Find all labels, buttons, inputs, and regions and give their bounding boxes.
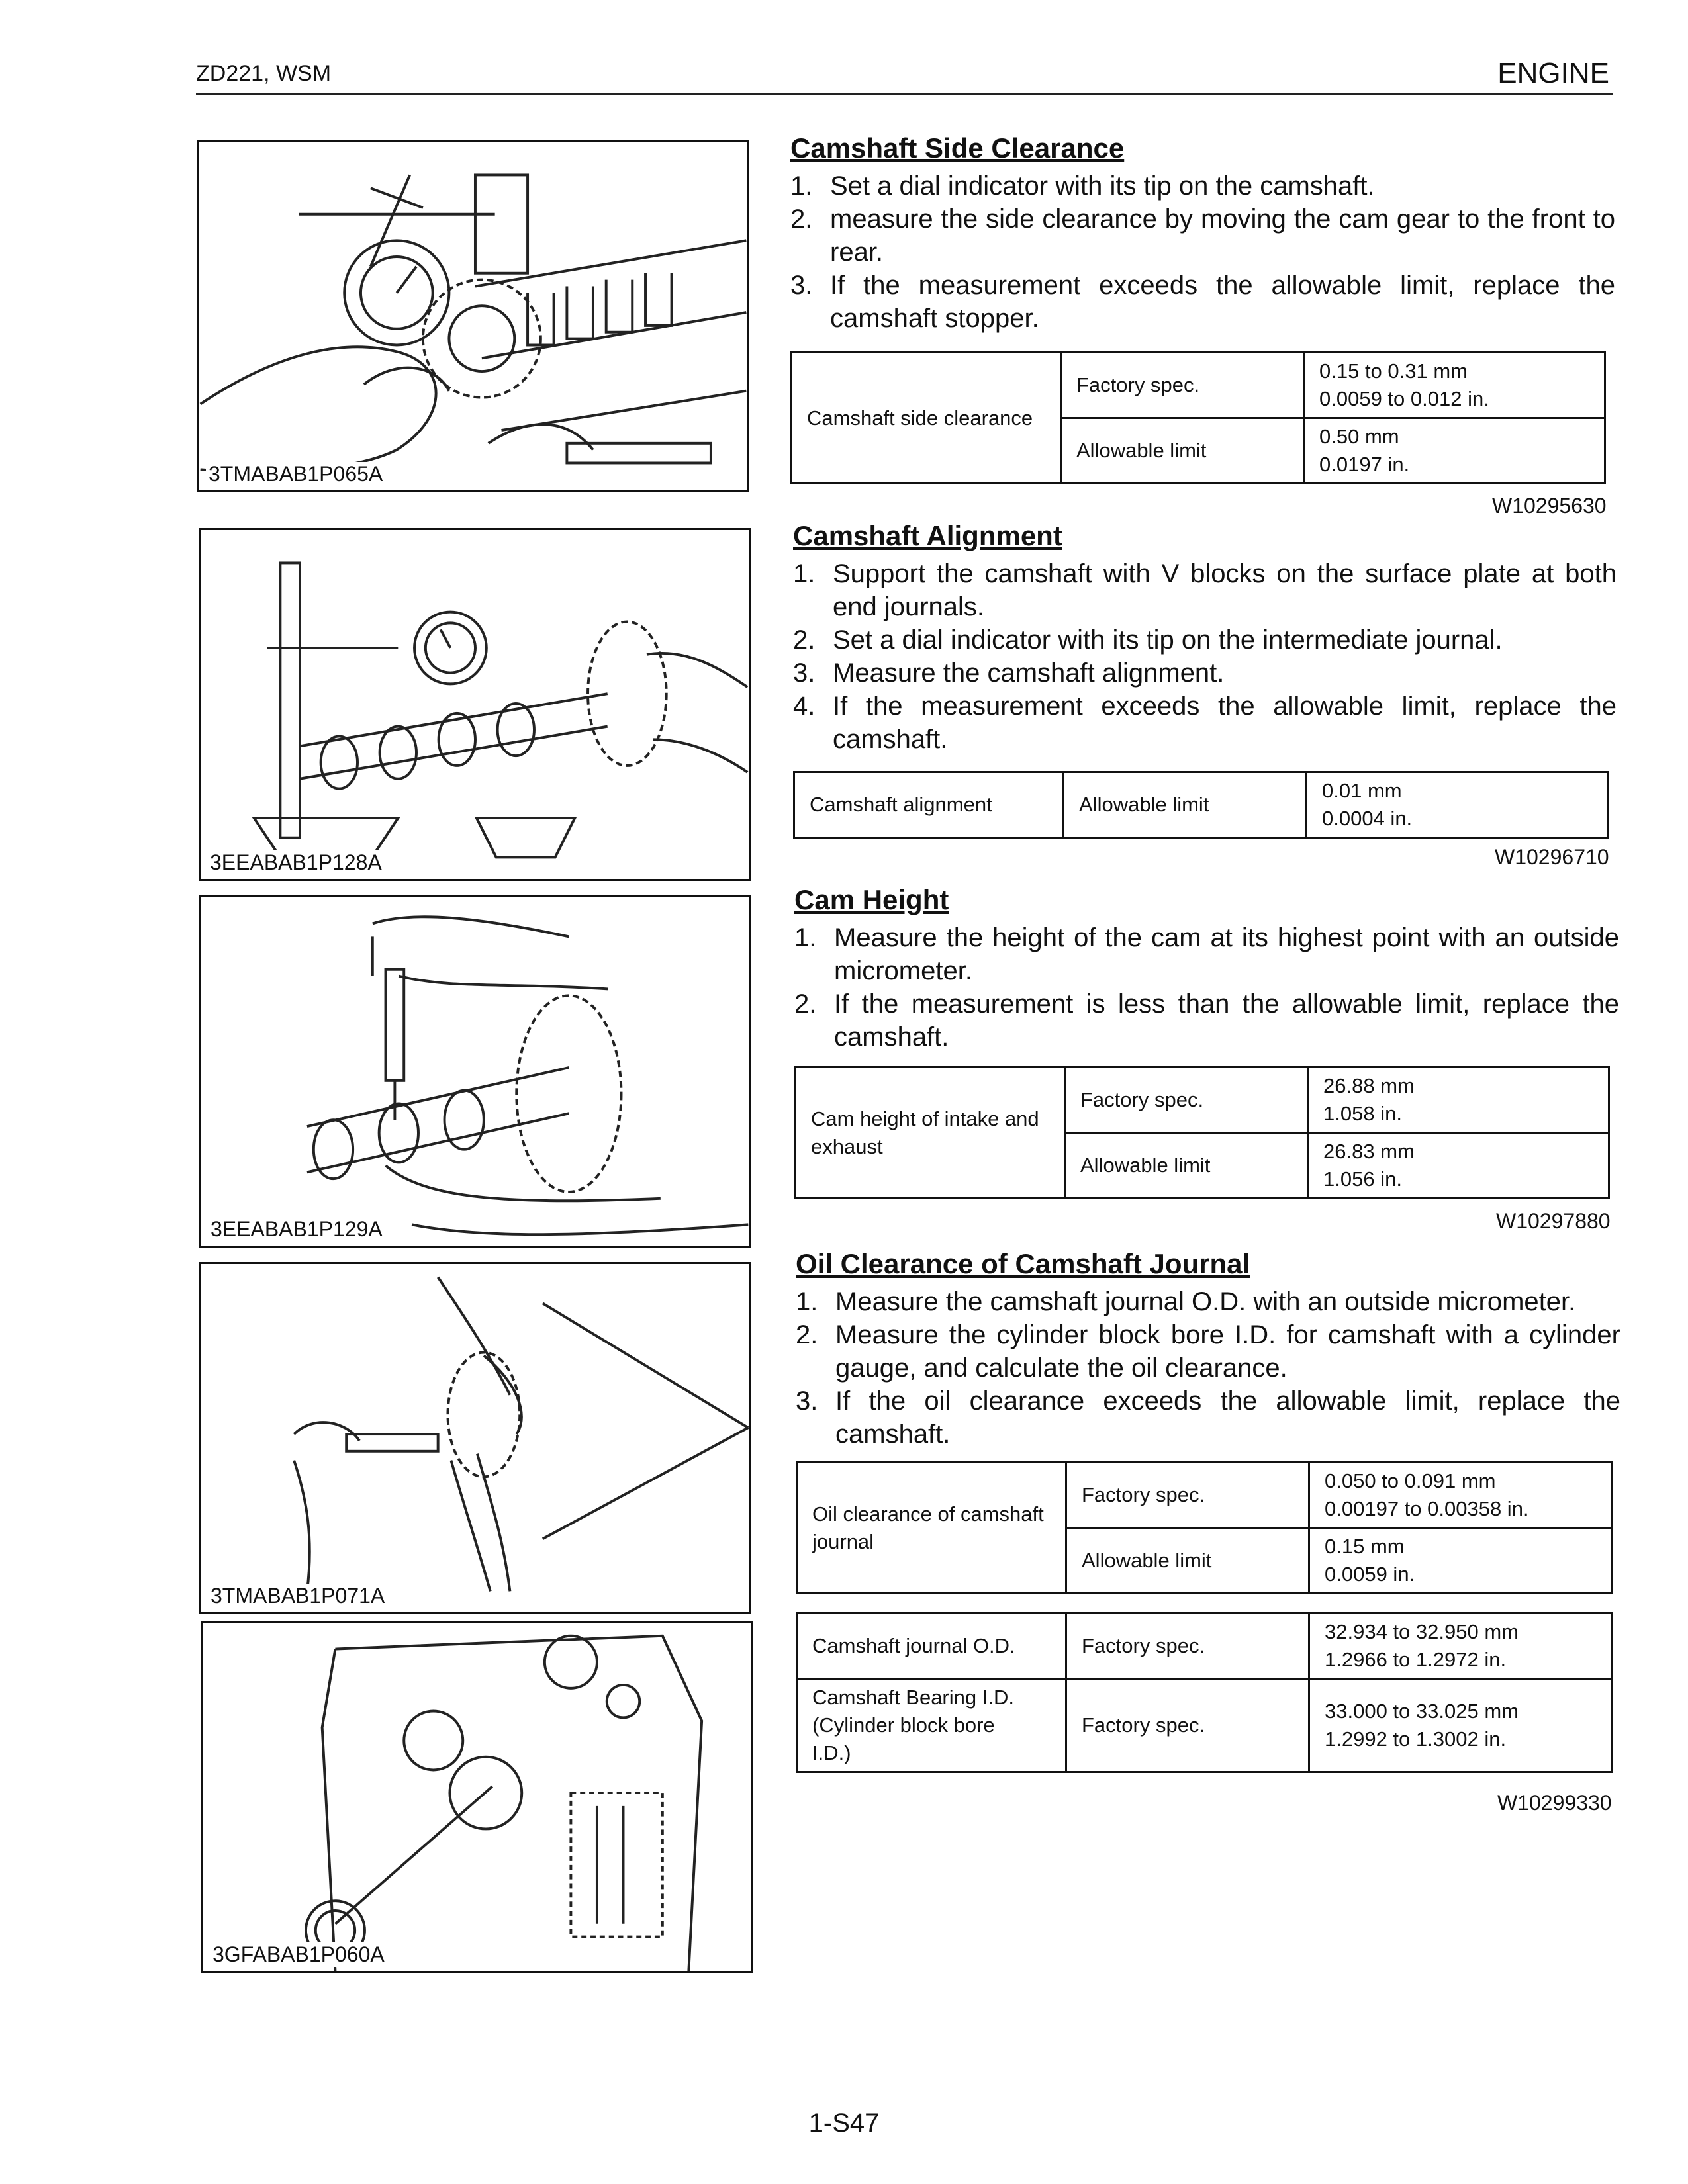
section-code: W10297880 — [1496, 1209, 1611, 1233]
list-item: 3. If the oil clearance exceeds the allowable limit, replace the camshaft. — [796, 1387, 1620, 1449]
figure-caption: 3GFABAB1P060A — [210, 1942, 387, 1967]
section-title: Cam Height — [794, 884, 949, 915]
list-item: 4. If the measurement exceeds the allowable limit, replace the camshaft. — [793, 692, 1617, 754]
table-cell-label: Allowable limit — [1064, 772, 1307, 838]
list-item: 3. Measure the camshaft alignment. — [793, 659, 1225, 688]
table-cell-label: Allowable limit — [1065, 1133, 1308, 1199]
table-cell-label: Allowable limit — [1066, 1528, 1309, 1594]
table-cell-label: Factory spec. — [1066, 1679, 1309, 1772]
table-cell-item: Camshaft side clearance — [792, 353, 1061, 484]
table-cell-label: Factory spec. — [1065, 1068, 1308, 1133]
table-cell-item: Camshaft Bearing I.D. (Cylinder block bore I.D.) — [797, 1679, 1066, 1772]
table-cell-value: 32.934 to 32.950 mm 1.2966 to 1.2972 in. — [1309, 1614, 1612, 1679]
spec-table-side-clearance — [790, 351, 1606, 484]
spec-table-oil-clearance — [796, 1461, 1613, 1594]
list-item: 2. If the measurement is less than the allowable limit, replace the camshaft. — [794, 989, 1619, 1052]
list-item: 2. Set a dial indicator with its tip on the intermediate journal. — [793, 625, 1503, 655]
figure-cam-height — [199, 895, 751, 1248]
list-item: 1. Measure the camshaft journal O.D. with an outside micrometer. — [796, 1287, 1576, 1316]
table-cell-value: 0.01 mm 0.0004 in. — [1307, 772, 1608, 838]
dial-indicator-illustration — [199, 142, 747, 490]
table-cell-value: 33.000 to 33.025 mm 1.2992 to 1.3002 in. — [1309, 1679, 1612, 1772]
table-cell-value: 26.83 mm 1.056 in. — [1308, 1133, 1609, 1199]
figure-caption: 3TMABAB1P065A — [206, 462, 385, 486]
section-title: Camshaft Side Clearance — [790, 132, 1125, 163]
table-cell-item: Oil clearance of camshaft journal — [797, 1463, 1066, 1594]
list-item: 3. If the measurement exceeds the allowable limit, replace the camshaft stopper. — [790, 271, 1615, 333]
figure-caption: 3TMABAB1P071A — [208, 1584, 387, 1608]
figure-caption: 3EEABAB1P129A — [208, 1217, 385, 1242]
section-cam-height — [794, 884, 1619, 1054]
figure-camshaft-side-clearance — [197, 140, 749, 492]
table-cell-value: 0.15 to 0.31 mm 0.0059 to 0.012 in. — [1304, 353, 1605, 418]
list-item: 1. Set a dial indicator with its tip on the camshaft. — [790, 171, 1375, 201]
step-list — [790, 169, 1615, 335]
table-cell-value: 26.88 mm 1.058 in. — [1308, 1068, 1609, 1133]
header-section-title: ENGINE — [1497, 57, 1609, 89]
step-list — [796, 1285, 1620, 1451]
list-item: 2. measure the side clearance by moving the cam gear to the front to rear. — [790, 205, 1615, 267]
section-code: W10299330 — [1497, 1791, 1612, 1815]
list-item: 1. Measure the height of the cam at its highest point with an outside micrometer. — [794, 923, 1619, 985]
table-cell-label: Allowable limit — [1061, 418, 1304, 484]
list-item: 1. Support the camshaft with V blocks on the surface plate at both end journals. — [793, 559, 1617, 621]
header-rule — [196, 93, 1613, 95]
table-cell-item: Cam height of intake and exhaust — [796, 1068, 1065, 1199]
table-cell-label: Factory spec. — [1061, 353, 1304, 418]
figure-camshaft-alignment — [199, 528, 751, 881]
table-cell-value: 0.050 to 0.091 mm 0.00197 to 0.00358 in. — [1309, 1463, 1612, 1528]
cam-micrometer-illustration — [201, 897, 749, 1246]
section-title: Oil Clearance of Camshaft Journal — [796, 1248, 1250, 1279]
spec-table-journal-bore — [796, 1612, 1613, 1773]
section-camshaft-side-clearance — [790, 132, 1615, 335]
list-item: 2. Measure the cylinder block bore I.D. for camshaft with a cylinder gauge, and calculate the oil clearance. — [796, 1320, 1620, 1383]
section-oil-clearance — [796, 1248, 1620, 1451]
table-cell-value: 0.15 mm 0.0059 in. — [1309, 1528, 1612, 1594]
section-code: W10295630 — [1492, 494, 1607, 518]
camshaft-v-block-illustration — [201, 530, 749, 879]
figure-camshaft-journal — [199, 1262, 751, 1614]
step-list — [793, 557, 1617, 756]
header-doc-id: ZD221, WSM — [196, 61, 332, 86]
cylinder-gauge-illustration — [203, 1623, 751, 1971]
figure-cylinder-block-bore — [201, 1621, 753, 1973]
section-title: Camshaft Alignment — [793, 520, 1062, 551]
figure-caption: 3EEABAB1P128A — [207, 850, 385, 875]
table-cell-item: Camshaft journal O.D. — [797, 1614, 1066, 1679]
table-cell-value: 0.50 mm 0.0197 in. — [1304, 418, 1605, 484]
section-camshaft-alignment — [793, 520, 1617, 756]
journal-micrometer-illustration — [201, 1264, 749, 1612]
table-cell-item: Camshaft alignment — [794, 772, 1064, 838]
step-list — [794, 921, 1619, 1054]
table-cell-label: Factory spec. — [1066, 1614, 1309, 1679]
spec-table-alignment — [793, 771, 1609, 839]
table-cell-label: Factory spec. — [1066, 1463, 1309, 1528]
spec-table-cam-height — [794, 1066, 1610, 1199]
section-code: W10296710 — [1495, 845, 1609, 869]
